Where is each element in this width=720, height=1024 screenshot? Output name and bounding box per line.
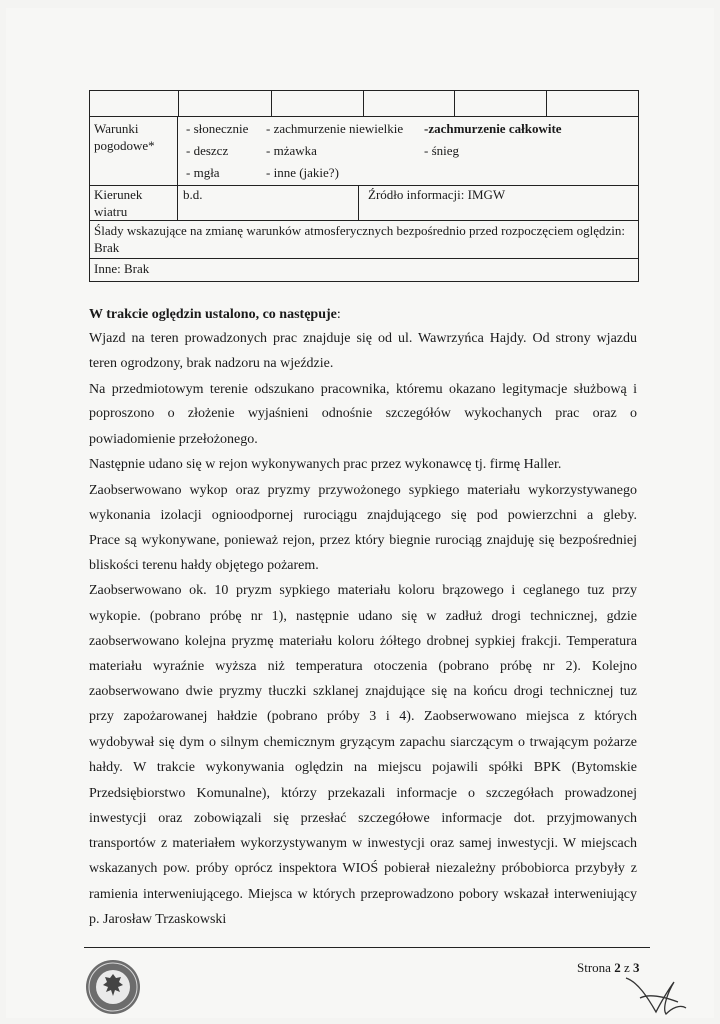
- weather-option-selected: -zachmurzenie całkowite: [424, 121, 562, 136]
- findings-line: transportów z materiałem wykorzystywanym w inwestycji oraz samej inwestycji. W miejscach: [89, 836, 637, 851]
- official-seal-icon: [84, 958, 142, 1016]
- signature-initials: [618, 968, 690, 1018]
- table-header-cell: [547, 91, 638, 116]
- table-header-cell: [364, 91, 456, 116]
- findings-line: Wjazd na teren prowadzonych prac znajduje się od ul. Wawrzyńca Hajdy. Od strony wjazdu: [89, 331, 637, 346]
- weather-label: Warunki pogodowe*: [90, 117, 178, 185]
- page-total: 3: [632, 960, 640, 975]
- weather-option: - mgła: [186, 165, 220, 180]
- findings-heading-colon: :: [336, 307, 341, 322]
- findings-line: Zaobserwowano ok. 10 pryzm sypkiego materiału koloru brązowego i ceglanego tuz przy: [89, 583, 637, 598]
- findings-line: Następnie udano się w rejon wykonywanych prac przez wykonawcę tj. firmę Haller.: [89, 457, 562, 472]
- findings-line: wydobywał się dym o silnym chemicznym gryzącym zapachu siarczącym o trwającym pożarze: [89, 735, 637, 750]
- findings-line: inwestycji oraz zobowiązali się przesłać szczegółowe informacje dot. przyjmowanych: [89, 811, 637, 826]
- weather-option: - śnieg: [424, 143, 460, 158]
- findings-line: zaobserwowano dwie pryzmy tłuczki szklanej znajdujące się na końcu drogi technicznej tuz: [89, 684, 637, 699]
- source-info: Źródło informacji: IMGW: [368, 187, 506, 202]
- table-header-cell: [90, 91, 179, 116]
- wind-value: b.d.: [179, 186, 359, 220]
- findings-line: powiadomienie przełożonego.: [89, 432, 258, 447]
- findings-line: hałdy. W trakcie wykonywania oględzin na miejscu pojawili spółki BPK (Bytomskie: [89, 760, 637, 775]
- findings-line: wykopie. (pobrano próbę nr 1), następnie udano się w zadłuż drogi technicznej, gdzie: [89, 609, 637, 624]
- weather-option: - deszcz: [186, 143, 229, 158]
- other-row: Inne: Brak: [94, 261, 150, 276]
- findings-line: Na przedmiotowym terenie odszukano pracownika, któremu okazano legitymacje służbową i: [89, 382, 637, 397]
- table-header-cell: [455, 91, 547, 116]
- table-header-cell: [179, 91, 272, 116]
- weather-option: - mżawka: [266, 143, 317, 158]
- findings-line: bliskości terenu hałdy objętego pożarem.: [89, 558, 319, 573]
- table-header-cell: [272, 91, 364, 116]
- page-separator: z: [623, 960, 630, 975]
- weather-option: - zachmurzenie niewielkie: [266, 121, 404, 136]
- wind-row: [90, 186, 638, 221]
- weather-row: [90, 117, 638, 186]
- table-header-row: [90, 91, 638, 117]
- weather-table: [89, 90, 639, 282]
- findings-line: Zaobserwowano wykop oraz pryzmy przywożonego sypkiego materiału wykorzystywanego: [89, 483, 637, 498]
- footer-divider: [84, 947, 650, 948]
- wind-label: Kierunek wiatru: [90, 186, 178, 220]
- findings-line: Przedsiębiorstwo Komunalne), którzy przekazali informacje o szczegółach prowadzonej: [89, 786, 637, 801]
- findings-line: p. Jarosław Trzaskowski: [89, 912, 227, 927]
- findings-line: teren ogrodzony, brak nadzoru na wjeździe.: [89, 356, 334, 371]
- traces-row: Ślady wskazujące na zmianę warunków atmosferycznych bezpośrednio przed rozpoczęciem oględzin: Brak: [90, 221, 638, 259]
- findings-line: zaobserwowano kolejna pryzmę materiału koloru żółtego drobnej sypkiej frakcji. Temperatura: [89, 634, 637, 649]
- findings-line: Prace są wykonywane, ponieważ rejon, przez który biegnie rurociąg znajduję się bezpośredniej: [89, 533, 637, 548]
- findings-heading: W trakcie oględzin ustalono, co następuje: [89, 307, 337, 322]
- weather-option: - słonecznie: [186, 121, 249, 136]
- findings-line: przy zapożarowanej hałdzie (pobrano próby 3 i 4). Zaobserwowano miejsca z których: [89, 709, 637, 724]
- findings-heading-line: [89, 307, 341, 323]
- weather-option: - inne (jakie?): [266, 165, 339, 180]
- findings-line: wskazanych pow. próby oprócz inspektora WIOŚ pobierał niezależny próbobiorca przybyły z: [89, 861, 637, 876]
- page-label: Strona: [577, 960, 611, 975]
- findings-line: ramienia interweniującego. Miejsca w których przeprowadzono pobory wskazał interweniujący: [89, 887, 637, 902]
- page-current: 2: [614, 960, 621, 975]
- findings-line: wykonania izolacji ognioodpornej rurociągu znajdującego się pod powierzchni a gleby.: [89, 508, 637, 523]
- findings-line: materiału wyraźnie wyższa niż temperatura otoczenia (pobrano próbę nr 2). Kolejno: [89, 659, 637, 674]
- findings-line: poproszono o złożenie wyjaśnieni odnośnie szczegółów wykochanych prac oraz o: [89, 406, 637, 421]
